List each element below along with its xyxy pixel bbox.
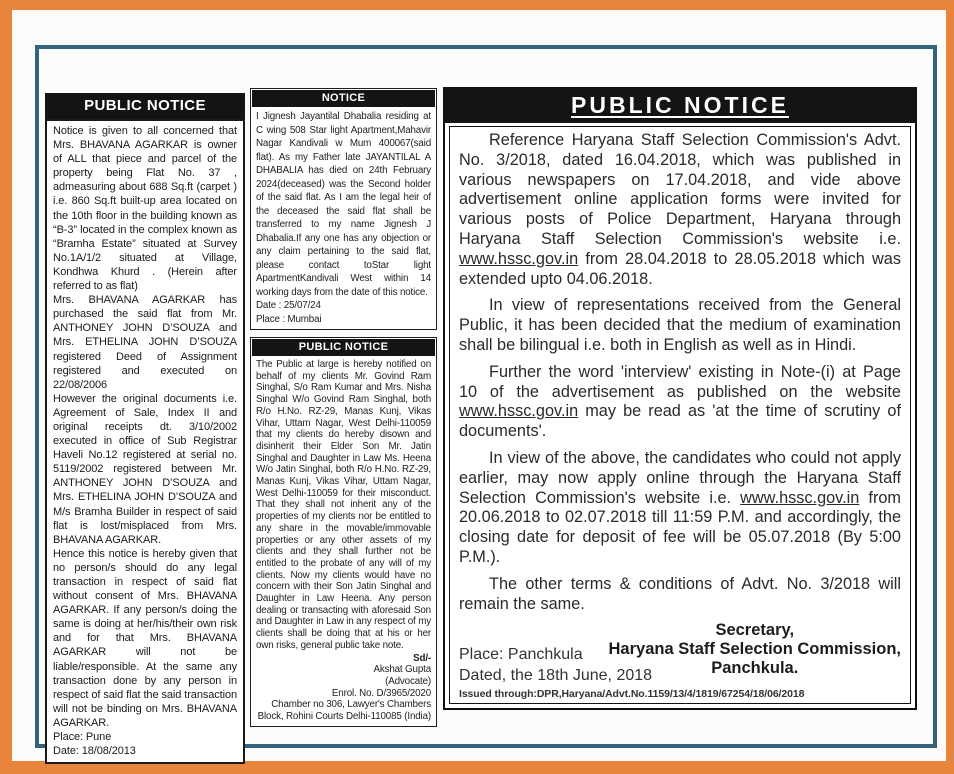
signature-line: (Advocate) <box>385 675 431 687</box>
right-notice-title <box>445 89 915 123</box>
notice-paragraph <box>459 131 901 289</box>
paragraph-text: from 20.06.2018 to 02.07.2018 till 11:59 P.M. and accordingly, the closing date for deposit of fee will be 05.07.2018 (By 5:00 P.M.). <box>459 488 901 566</box>
notice-paragraph <box>459 575 901 615</box>
place-line: Place: Pune <box>53 731 112 744</box>
signature-line: Enrol. No. D/3965/2020 <box>331 687 431 699</box>
signature-line: Panchkula. <box>711 659 799 678</box>
notice-paragraph: Notice is given to all concerned that Mrs. BHAVANA AGARKAR is owner of ALL that piece and parcel of the property being Flat No. 37 , admeasuring about 688 Sq.ft (carpet ) i.e. 860 Sq.ft built-up area located on the 10th floor in the building known as “B-3” located in the complex known as “Bramha Estate” situated at Survey No.1A/1/2 situated at Village, Kondhwa Khurd . (Herein after referred to as flat) <box>53 125 237 293</box>
website-url: www.hssc.gov.in <box>459 402 579 421</box>
paragraph-text: In view of the above, the candidates who could not apply earlier, may now apply online through the Haryana Staff Selection Commission's website i.e. <box>459 448 901 507</box>
signature-line: Chamber no 306, Lawyer's Chambers <box>271 699 431 711</box>
notices-area <box>39 49 933 758</box>
paragraph-text: may be read as 'at the time of scrutiny of documents'. <box>459 402 901 441</box>
signature-line: Haryana Staff Selection Commission, <box>608 640 901 659</box>
date-line: Date : 25/07/24 <box>256 300 321 311</box>
middle-notice-2-body <box>251 357 436 726</box>
right-notice <box>443 87 917 710</box>
right-notice-footer <box>459 621 901 687</box>
notice-paragraph <box>459 296 901 355</box>
left-notice-paragraphs <box>53 124 237 730</box>
middle-column <box>250 88 437 727</box>
advocate-signature-block <box>256 653 431 723</box>
notice-paragraph: The Public at large is hereby notified on behalf of my clients Mr. Govind Ram Singhal, S/o Ram Kumar and Mrs. Nisha Singhal W/o Govind Ram Singhal, both R/o H.No. RZ-29, Manas Kunj, Vikas Vihar, Uttam Nagar, West Delhi-110059 that my clients do hereby disown and disinherit their Elder Son Mr. Jatin Singhal and Daughter in Law Ms. Heena W/o Jatin Singhal, both R/o H.No. RZ-29, Manas Kunj, Vikas Vihar, Uttam Nagar, West Delhi-110059 for their misconduct. That they shall not inherit any of the properties of my clients nor be entitled to any share in the movable/immovable properties or any other assets of my clients and they shall further not be entitled to the probate of any will of my clients. Now my clients would have no concern with their Son Jatin Singhal and Daughter in Law Heena. Any person dealing or transacting with aforesaid Son and Daughter in Law in any respect of my clients shall be doing that at his or her own risks, general public take note. <box>256 359 431 651</box>
paragraph-text: In view of representations received from the General Public, it has been decided that the medium of examination shall be bilingual i.e. both in English as well as in Hindi. <box>459 296 901 354</box>
middle-notice-1 <box>250 88 437 330</box>
notice-paragraph: I Jignesh Jayantilal Dhabalia residing at C wing 508 Star light Apartment,Mahavir Nagar Kandivali w Mum 400067(said flat). As my Father late JAYANTILAL A DHABALIA has died on 24th February 2024(deceased) was the Second holder of the said flat. As I am the legal heir of the deceased the said flat shall be transferred to my name Jignesh J Dhabalia.If any one has any objection or any claim pertaining to the said flat, please contact toStar light ApartmentKandivali West within 14 working days from the date of this notice. <box>256 111 431 298</box>
paragraph-text: Further the word 'interview' existing in Note-(i) at Page 10 of the advertisement as published on the website <box>459 362 901 401</box>
signature-line: Sd/- <box>413 652 431 664</box>
notice-paragraph <box>459 449 901 568</box>
place-line: Place : Mumbai <box>256 313 322 325</box>
right-notice-body <box>449 126 911 704</box>
website-url: www.hssc.gov.in <box>740 488 860 507</box>
middle-notice-2 <box>250 337 437 727</box>
right-notice-title-text: PUBLIC NOTICE <box>571 92 789 118</box>
paragraph-text: Reference Haryana Staff Selection Commission's Advt. No. 3/2018, dated 16.04.2018, which was published in various newspapers on 17.04.2018, and vide above advertisement online application forms were invited for various posts of Police Department, Haryana through Haryana Staff Selection Commission's website i.e. <box>459 131 901 248</box>
left-notice-title: PUBLIC NOTICE <box>45 93 245 119</box>
paragraph-text: The other terms & conditions of Advt. No. 3/2018 will remain the same. <box>459 574 901 613</box>
teal-border-box <box>35 45 937 758</box>
left-notice <box>45 93 245 764</box>
issued-through-line: Issued through:DPR,Haryana/Advt.No.1159/13/4/1819/67254/18/06/2018 <box>459 688 805 701</box>
secretary-signature-block <box>609 621 902 678</box>
middle-notice-2-title: PUBLIC NOTICE <box>252 339 435 356</box>
paragraph-text: from 28.04.2018 to 28.05.2018 which was extended upto 04.06.2018. <box>459 249 901 288</box>
notice-paragraph: However the original documents i.e. Agreement of Sale, Index II and original receipts dt. 3/10/2002 executed in office of Sub Registrar Haveli No.12 registered at serial no. 5119/2002 registered between Mr. ANTHONEY JOHN D’SOUZA and Mrs. ETHELINA JOHN D’SOUZA and M/s Bramha Builder in respect of said flat is lost/misplaced from Mrs. BHAVANA AGARKAR. <box>53 392 237 546</box>
place-line: Place: Panchkula <box>459 646 583 664</box>
website-url: www.hssc.gov.in <box>459 249 579 268</box>
signature-line: Akshat Gupta <box>373 664 431 676</box>
signature-line: Block, Rohini Courts Delhi-110085 (India) <box>257 711 431 723</box>
signature-line: Secretary, <box>715 621 795 640</box>
notice-paragraph <box>459 363 901 442</box>
notice-paragraph: Mrs. BHAVANA AGARKAR has purchased the said flat from Mr. ANTHONEY JOHN D’SOUZA and Mrs. ETHELINA JOHN D’SOUZA registered Deed of Assignment registered and executed on 22/08/2006 <box>53 294 237 391</box>
dated-line: Dated, the 18th June, 2018 <box>459 666 653 684</box>
right-notice-paragraphs <box>459 131 901 614</box>
date-line: Date: 18/08/2013 <box>53 745 136 758</box>
left-notice-body <box>45 119 245 764</box>
left-notice-meta <box>53 730 237 758</box>
middle-notice-1-body <box>251 108 436 329</box>
notice-paragraph: Hence this notice is hereby given that no person/s should do any legal transaction in respect of said flat without consent of Mrs. BHAVANA AGARKAR. If any person/s doing the same is doing at her/his/their own risk and for that Mrs. BHAVANA AGARKAR will not be liable/responsible. At the same any transaction done by any person in respect of said flat the said transaction will not be binding on Mrs. BHAVANA AGARKAR. <box>53 547 237 729</box>
middle-notice-1-title: NOTICE <box>252 90 435 107</box>
